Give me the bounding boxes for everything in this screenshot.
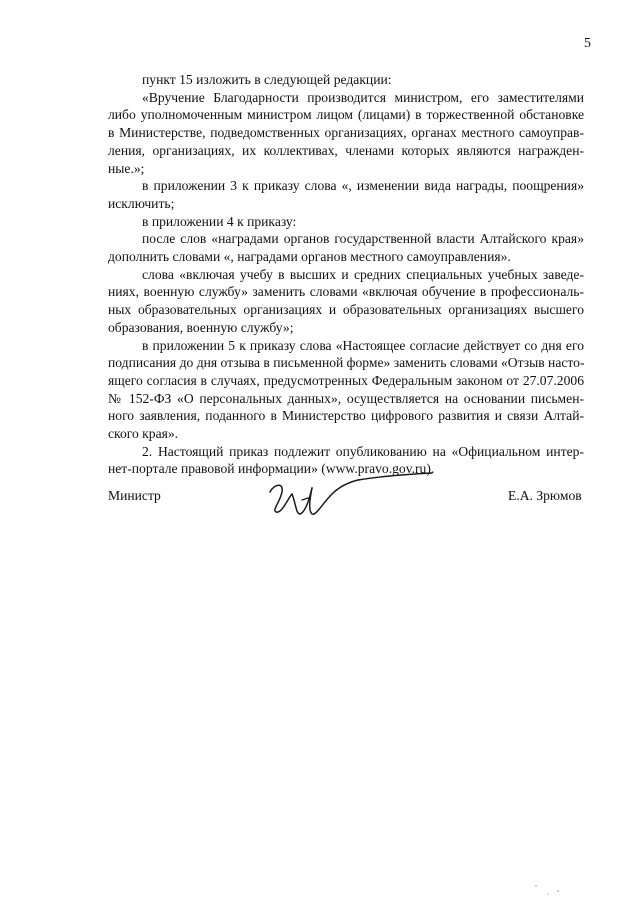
page-number: 5 — [584, 36, 591, 51]
text-line: № 152-ФЗ «О персональных данных», осуществляется на основании письмен- — [108, 390, 584, 406]
signatory-role: Министр — [108, 488, 161, 503]
text-line: нет-портале правовой информации» (www.pravo.gov.ru). — [108, 461, 435, 477]
text-line: ящего согласия в случаях, предусмотренных Федеральным законом от 27.07.2006 — [108, 372, 584, 388]
text-line: исключить; — [108, 195, 175, 211]
text-line: в приложении 3 к приказу слова «, изменении вида награды, поощрения» — [142, 178, 584, 194]
text-line: либо уполномоченным министром лицом (лицами) в торжественной обстановке — [108, 107, 584, 123]
text-line: образования, военную службу»; — [108, 319, 294, 335]
text-line: ниях, военную службу» заменить словами «включая обучение в профессиональ- — [108, 284, 584, 300]
text-line: в приложении 5 к приказу слова «Настоящее согласие действует со дня его — [142, 337, 584, 353]
text-line: в Министерстве, подведомственных организациях, органах местного самоуправ- — [108, 125, 584, 141]
scan-specks — [528, 880, 568, 900]
text-line: дополнить словами «, наградами органов местного самоуправления». — [108, 249, 511, 265]
text-line: ного заявления, поданного в Министерство цифрового развития и связи Алтай- — [108, 408, 584, 424]
text-line: слова «включая учебу в высших и средних специальных учебных заведе- — [142, 266, 584, 282]
signatory-name: Е.А. Зрюмов — [508, 488, 582, 503]
text-line: ского края». — [108, 426, 179, 442]
text-line: ные.»; — [108, 160, 145, 176]
text-line: «Вручение Благодарности производится министром, его заместителями — [142, 89, 584, 105]
text-line: ления, организациях, их коллективах, членами которых являются награжден- — [108, 142, 584, 158]
text-line: в приложении 4 к приказу: — [142, 213, 297, 229]
document-body — [108, 71, 584, 478]
text-line: подписания до дня отзыва в письменной форме» заменить словами «Отзыв насто- — [108, 355, 585, 371]
text-line: 2. Настоящий приказ подлежит опубликованию на «Официальном интер- — [142, 443, 584, 459]
text-line: пункт 15 изложить в следующей редакции: — [142, 72, 392, 87]
handwritten-signature — [262, 470, 434, 528]
text-line: после слов «наградами органов государственной власти Алтайского края» — [142, 231, 584, 247]
text-line: ных образовательных организациях и образовательных организациях высшего — [108, 302, 584, 318]
